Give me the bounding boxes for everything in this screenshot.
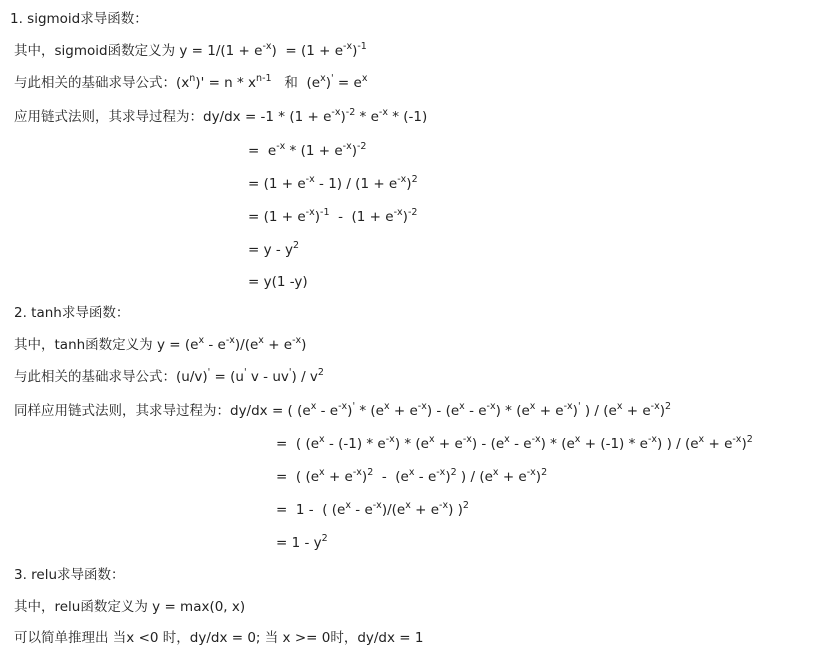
formula-text: ) / (e (456, 469, 493, 485)
superscript: ' (288, 367, 292, 378)
superscript: -x (397, 174, 407, 185)
formula-text: )' = n * x (195, 75, 257, 91)
superscript: n-1 (256, 73, 272, 84)
tanh-step-1 (276, 435, 753, 455)
formula-text: = y(1 -y) (248, 274, 308, 290)
superscript: -x (342, 141, 352, 152)
formula-text: + e (434, 436, 463, 452)
relu-definition (14, 598, 245, 618)
tanh-step-2 (276, 468, 547, 488)
tanh-step-4 (276, 534, 328, 554)
formula-text: 其中，relu函数定义为 y = max(0, x) (14, 599, 246, 615)
superscript: -x (276, 141, 286, 152)
superscript: -x (378, 107, 388, 118)
formula-text: + e (498, 469, 527, 485)
superscript: -x (305, 174, 315, 185)
superscript: -x (531, 434, 541, 445)
superscript: x (258, 335, 264, 346)
formula-text: ) (741, 436, 747, 452)
formula-text: ) (659, 403, 666, 419)
superscript: ' (207, 367, 211, 378)
formula-text: ) (361, 469, 368, 485)
formula-text: ) - (e (426, 403, 460, 419)
formula-text: ) / (e (580, 403, 617, 419)
superscript: ' (352, 401, 356, 412)
formula-text: )/(e (381, 502, 406, 518)
superscript: -x (225, 335, 235, 346)
superscript: x (616, 401, 623, 412)
formula-text: + (-1) * e (580, 436, 648, 452)
superscript: x (408, 467, 415, 478)
formula-text: = (u (210, 369, 244, 385)
superscript: -x (352, 467, 362, 478)
relu-derivative-conclusion (14, 629, 423, 649)
superscript: -2 (407, 207, 418, 218)
formula-text: = 1 - ( (e (276, 502, 346, 518)
superscript: -x (385, 434, 395, 445)
superscript: ' (577, 401, 581, 412)
formula-text: 同样应用链式法则，其求导过程为：dy/dx = ( (e (14, 403, 311, 419)
sigmoid-step-2 (248, 175, 418, 195)
formula-text: + e (324, 469, 353, 485)
formula-text: ) (301, 337, 307, 353)
sigmoid-definition (14, 42, 367, 62)
formula-text: + e (622, 403, 651, 419)
formula-text: 其中，sigmoid函数定义为 y = 1/(1 + e (14, 43, 263, 59)
tanh-derivation-start (14, 402, 671, 422)
formula-text: 应用链式法则，其求导过程为：dy/dx = -1 * (1 + e (14, 109, 332, 125)
formula-text: * (-1) (387, 109, 428, 125)
superscript: -x (563, 401, 573, 412)
formula-text: ) / v (291, 369, 318, 385)
superscript: 2 (367, 467, 374, 478)
superscript: -x (417, 401, 427, 412)
formula-text: + e (410, 502, 440, 518)
superscript: -x (393, 207, 403, 218)
formula-text: - e (350, 502, 373, 518)
formula-text: ) (347, 403, 353, 419)
formula-text: + e (263, 337, 293, 353)
superscript: -x (262, 41, 272, 52)
superscript: x (361, 73, 368, 84)
superscript: 2 (317, 367, 324, 378)
formula-text: - e (464, 403, 487, 419)
formula-text: + e (704, 436, 733, 452)
formula-text: ) * (e (540, 436, 575, 452)
formula-text: = (1 + e (248, 209, 306, 225)
formula-text: = e (333, 75, 362, 91)
superscript: 2 (462, 500, 469, 511)
superscript: -x (526, 467, 536, 478)
superscript: x (310, 401, 317, 412)
superscript: -x (486, 401, 496, 412)
tanh-step-3 (276, 501, 469, 521)
superscript: x (504, 434, 510, 445)
superscript: -2 (357, 141, 367, 152)
superscript: -x (372, 500, 382, 511)
superscript: n (189, 73, 196, 84)
formula-text: * e (355, 109, 379, 125)
superscript: -x (647, 434, 658, 445)
formula-text: v - uv (246, 369, 289, 385)
formula-text: - (1 + e (329, 209, 394, 225)
superscript: -1 (320, 207, 330, 218)
formula-text: 其中，tanh函数定义为 y = (e (14, 337, 199, 353)
superscript: x (345, 500, 351, 511)
formula-text: - 1) / (1 + e (314, 176, 398, 192)
formula-text: - e (204, 337, 226, 353)
superscript: x (529, 401, 536, 412)
superscript: 2 (541, 467, 548, 478)
formula-text: )/(e (234, 337, 259, 353)
formula-text: 和 (e (271, 75, 321, 91)
superscript: x (459, 401, 465, 412)
superscript: -x (305, 207, 315, 218)
superscript: x (574, 434, 581, 445)
superscript: x (428, 434, 435, 445)
superscript: x (198, 335, 205, 346)
formula-text: ) = (1 + e (271, 43, 344, 59)
superscript: -x (343, 41, 353, 52)
formula-text: ) - (e (471, 436, 505, 452)
formula-text: - (e (373, 469, 409, 485)
superscript: 2 (321, 533, 328, 544)
formula-text: + e (389, 403, 418, 419)
sigmoid-derivation-start (14, 108, 427, 128)
superscript: -x (650, 401, 660, 412)
superscript: -1 (357, 41, 367, 52)
formula-text: ) * (e (495, 403, 530, 419)
formula-text: + e (535, 403, 564, 419)
formula-text: ) (314, 209, 321, 225)
sigmoid-step-3 (248, 208, 417, 228)
formula-text: ) (402, 209, 408, 225)
formula-text: - e (316, 403, 339, 419)
sigmoid-step-5 (248, 273, 308, 293)
formula-text: ) ) / (e (657, 436, 699, 452)
formula-text: ) (572, 403, 578, 419)
superscript: -x (292, 335, 302, 346)
superscript: 2 (746, 434, 753, 445)
sigmoid-step-4 (248, 241, 299, 261)
superscript: -2 (345, 107, 356, 118)
formula-text: 与此相关的基础求导公式：(x (14, 75, 190, 91)
formula-text: = ( (e (276, 469, 320, 485)
superscript: -x (331, 107, 341, 118)
formula-text: ) * (e (394, 436, 429, 452)
superscript: x (319, 467, 325, 478)
tanh-definition (14, 336, 306, 356)
superscript: x (383, 401, 390, 412)
superscript: ' (330, 73, 334, 84)
section-2-heading: 2. tanh求导函数： (14, 305, 130, 321)
superscript: -x (338, 401, 348, 412)
sigmoid-step-1 (248, 142, 366, 162)
superscript: x (319, 434, 325, 445)
formula-text: ) (325, 75, 331, 91)
formula-text: ) ) (448, 502, 463, 518)
superscript: -x (436, 467, 446, 478)
formula-text: = 1 - y (276, 535, 322, 551)
formula-text: = (1 + e (248, 176, 306, 192)
formula-text: 与此相关的基础求导公式：(u/v) (14, 369, 208, 385)
section-3-heading: 3. relu求导函数： (14, 567, 125, 583)
superscript: x (698, 434, 705, 445)
formula-text: = e (248, 143, 277, 159)
superscript: x (405, 500, 411, 511)
superscript: x (492, 467, 499, 478)
formula-text: - (-1) * e (324, 436, 386, 452)
superscript: -x (439, 500, 449, 511)
superscript: -x (462, 434, 472, 445)
formula-text: ) (535, 469, 542, 485)
superscript: 2 (665, 401, 672, 412)
sigmoid-base-formulas (14, 74, 367, 94)
superscript: -x (732, 434, 742, 445)
formula-text: ) (445, 469, 451, 485)
formula-text: = ( (e (276, 436, 320, 452)
superscript: 2 (450, 467, 457, 478)
formula-text: * (1 + e (285, 143, 343, 159)
formula-text: - e (509, 436, 532, 452)
superscript: ' (243, 367, 247, 378)
superscript: 2 (293, 240, 300, 251)
superscript: x (320, 73, 326, 84)
section-1-heading: 1. sigmoid求导函数： (10, 11, 148, 27)
tanh-base-formula (14, 368, 324, 388)
formula-text: 可以简单推理出 当x <0 时，dy/dx = 0; 当 x >= 0时，dy/dx = 1 (14, 630, 424, 646)
formula-text: ) (352, 43, 358, 59)
formula-text: * (e (355, 403, 384, 419)
formula-text: - e (414, 469, 437, 485)
formula-text: ) (351, 143, 357, 159)
superscript: 2 (411, 174, 418, 185)
formula-text: = y - y (248, 242, 294, 258)
formula-text: ) (340, 109, 346, 125)
formula-text: ) (406, 176, 412, 192)
